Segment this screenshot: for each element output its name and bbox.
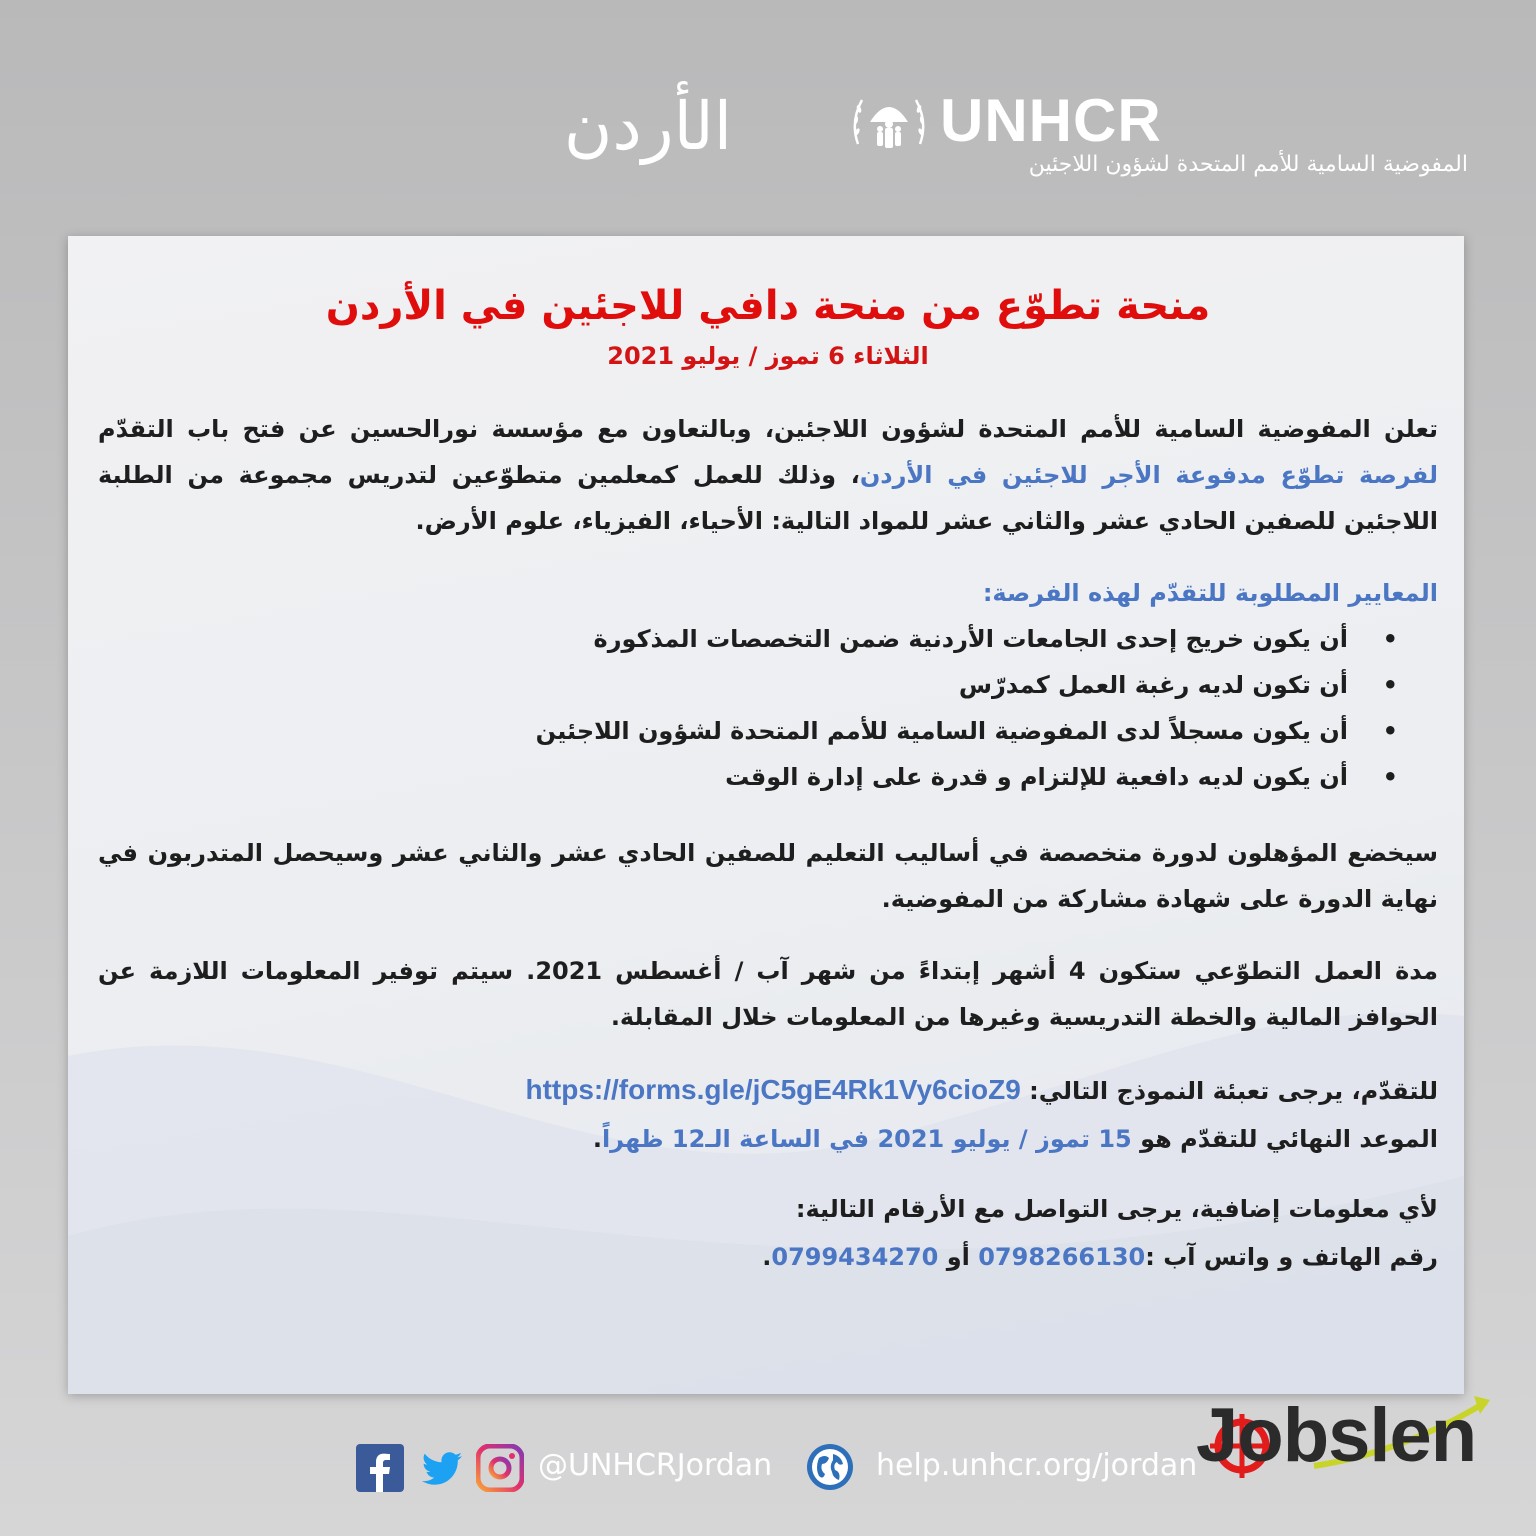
unhcr-emblem-icon: [848, 82, 930, 164]
announcement-card: [68, 236, 1464, 1394]
phone-number-2[interactable]: 0799434270: [771, 1243, 939, 1271]
criteria-list: [98, 616, 1438, 800]
twitter-icon[interactable]: [418, 1444, 466, 1492]
page-title: منحة تطوّع من منحة دافي للاجئين في الأردن: [325, 283, 1211, 329]
announcement-date: الثلاثاء 6 تموز / يوليو 2021: [607, 342, 929, 370]
facebook-icon[interactable]: [356, 1444, 404, 1492]
deadline-value: 15 تموز / يوليو 2021 في الساعة الـ12 ظهراً: [601, 1125, 1132, 1153]
phone-joiner: أو: [938, 1243, 979, 1271]
intro-paragraph: [98, 406, 1438, 544]
apply-form-link[interactable]: https://forms.gle/jC5gE4Rk1Vy6cioZ9: [525, 1074, 1021, 1105]
deadline-line: [98, 1115, 1438, 1163]
apply-label: للتقدّم، يرجى تعبئة النموذج التالي:: [1020, 1077, 1438, 1105]
intro-text-2: ، وذلك للعمل كمعلمين متطوّعين لتدريس مجموعة من الطلبة اللاجئين للصفين الحادي عشر والثاني عشر للمواد التالية: الأحياء، الفيزياء، علوم الأرض.: [98, 461, 1438, 535]
logo-name: UNHCR: [940, 87, 1162, 154]
criteria-item: • أن يكون مسجلاً لدى المفوضية السامية للأمم المتحدة لشؤون اللاجئين: [98, 708, 1348, 754]
contact-label: رقم الهاتف و واتس آب :: [1145, 1243, 1438, 1271]
intro-text-1: تعلن المفوضية السامية للأمم المتحدة لشؤون اللاجئين، وبالتعاون مع مؤسسة نورالحسين عن فتح باب التقدّم: [98, 415, 1438, 443]
contact-line: [98, 1233, 1438, 1281]
deadline-label: الموعد النهائي للتقدّم هو: [1131, 1125, 1438, 1153]
phone-number-1[interactable]: 0798266130: [978, 1243, 1146, 1271]
criteria-item: • أن يكون خريج إحدى الجامعات الأردنية ضمن التخصصات المذكورة: [98, 616, 1348, 662]
criteria-item: • أن تكون لديه رغبة العمل كمدرّس: [98, 662, 1348, 708]
logo-subtitle: المفوضية السامية للأمم المتحدة لشؤون اللاجئين: [1028, 152, 1468, 177]
jobslen-watermark: [1134, 1392, 1494, 1488]
globe-icon[interactable]: [805, 1442, 855, 1492]
contact-intro: لأي معلومات إضافية، يرجى التواصل مع الأرقام التالية:: [795, 1195, 1438, 1223]
deadline-end: .: [592, 1125, 602, 1153]
unhcr-logo: [848, 82, 1468, 192]
instagram-icon[interactable]: [476, 1444, 524, 1492]
duration-paragraph: مدة العمل التطوّعي ستكون 4 أشهر إبتداءً من شهر آب / أغسطس 2021. سيتم توفير المعلومات اللازمة عن الحوافز المالية والخطة التدريسية وغيرها من المعلومات خلال المقابلة.: [98, 957, 1438, 1031]
intro-highlight: لفرصة تطوّع مدفوعة الأجر للاجئين في الأردن: [859, 461, 1438, 489]
social-handle[interactable]: @UNHCRJordan: [538, 1448, 773, 1483]
card-content: [98, 276, 1438, 1281]
training-paragraph: سيخضع المؤهلون لدورة متخصصة في أساليب التعليم للصفين الحادي عشر والثاني عشر وسيحصل المتدربون في نهاية الدورة على شهادة مشاركة من المفوضية.: [98, 839, 1438, 913]
country-title: الأردن: [563, 88, 733, 165]
website-link[interactable]: help.unhcr.org/jordan: [876, 1448, 1198, 1483]
contact-end: .: [762, 1243, 772, 1271]
criteria-title: المعايير المطلوبة للتقدّم لهذه الفرصة:: [982, 579, 1438, 607]
criteria-item: • أن يكون لديه دافعية للإلتزام و قدرة على إدارة الوقت: [98, 754, 1348, 800]
watermark-text: Jobslen: [1196, 1393, 1477, 1478]
header: [0, 70, 1536, 190]
apply-line: [98, 1066, 1438, 1115]
